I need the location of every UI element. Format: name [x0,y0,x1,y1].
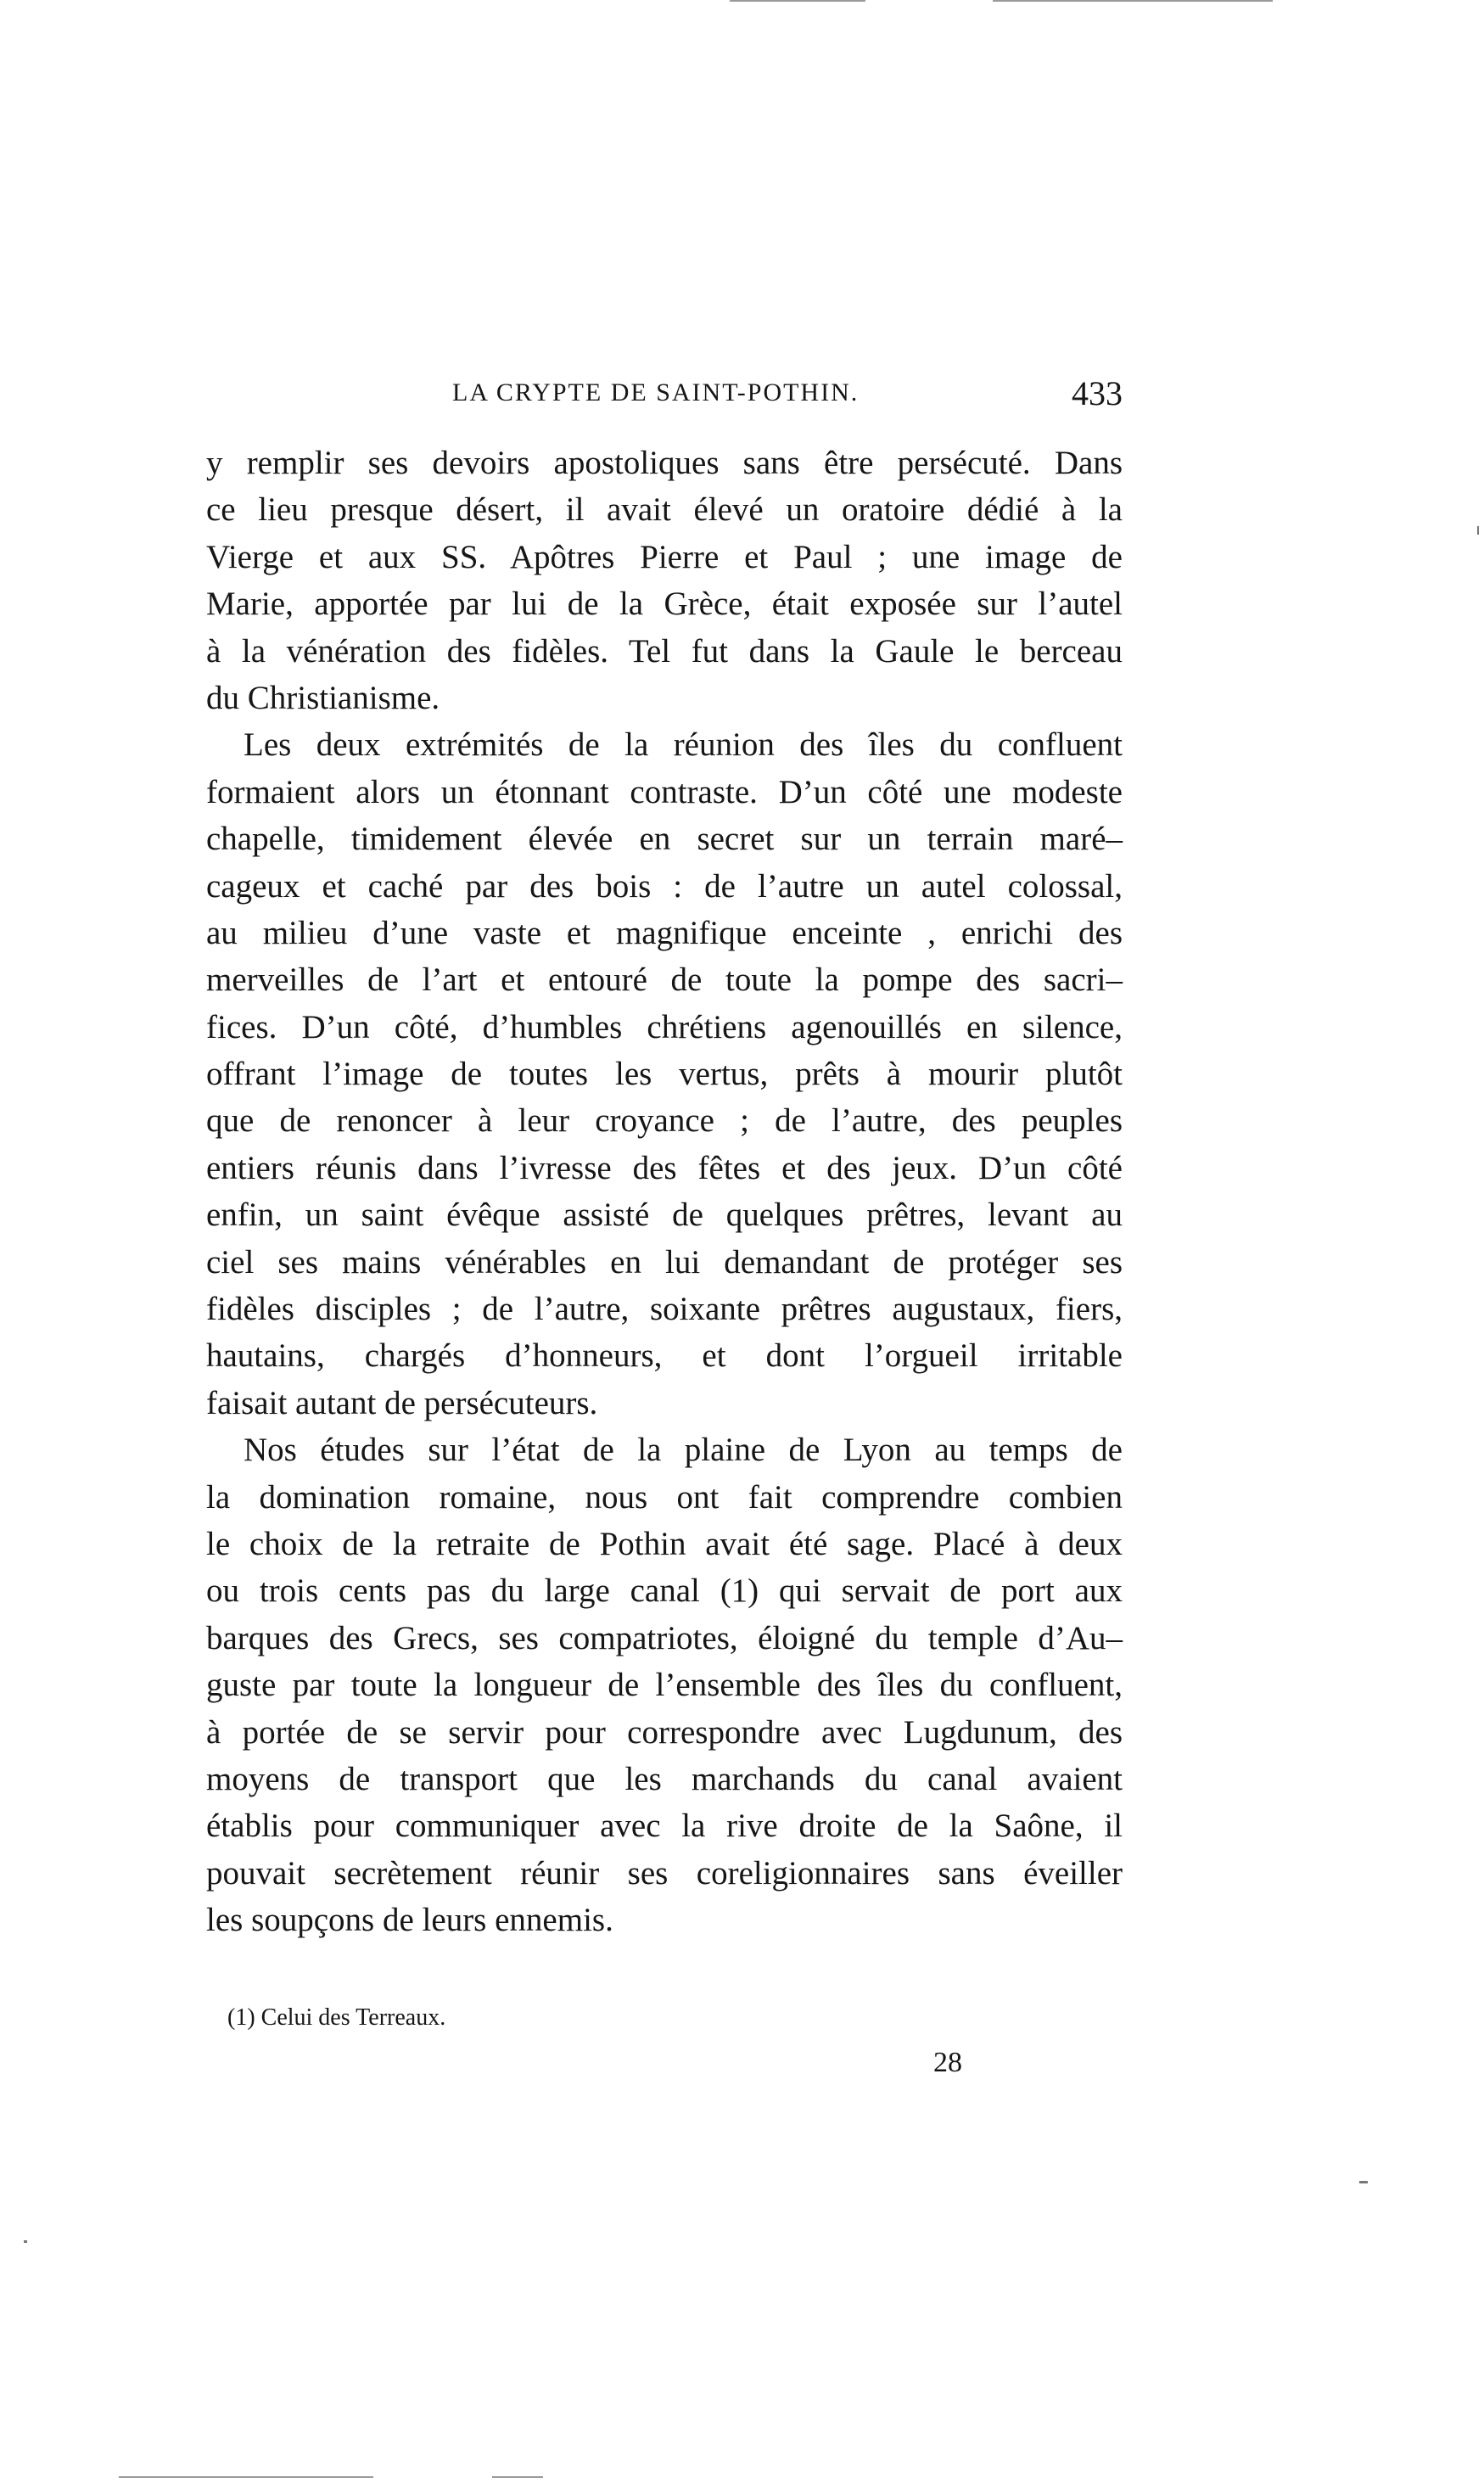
text-line: offrant l’image de toutes les vertus, prêts à mourir plutôt [206,1056,1123,1093]
page-number: 433 [1072,374,1123,412]
text-line: Nos études sur l’état de la plaine de Lyon au temps de [244,1432,1123,1469]
text-line: moyens de transport que les marchands du canal avaient [206,1760,1123,1797]
text-line: fices. D’un côté, d’humbles chrétiens agenouillés en silence, [206,1008,1123,1045]
text-line: à la vénération des fidèles. Tel fut dans la Gaule le berceau [206,632,1123,670]
text-line: ce lieu presque désert, il avait élevé un oratoire dédié à la [206,491,1123,529]
signature-mark: 28 [933,2047,962,2078]
text-line: le choix de la retraite de Pothin avait été sage. Placé à deux [206,1525,1123,1562]
page-header [206,373,1123,424]
text-line: ciel ses mains vénérables en lui demandant de protéger ses [206,1243,1123,1281]
text-line: faisait autant de persécuteurs. [206,1384,598,1421]
scan-speck [1477,526,1479,535]
text-line: au milieu d’une vaste et magnifique enceinte , enrichi des [206,914,1123,951]
text-line: Vierge et aux SS. Apôtres Pierre et Paul ; une image de [206,538,1123,575]
top-edge-rule [730,0,865,2]
text-line: y remplir ses devoirs apostoliques sans être persécuté. Dans [206,445,1123,481]
bottom-edge-rule [119,2476,373,2478]
top-edge-rule-right [993,0,1273,2]
scan-speck [1359,2181,1368,2183]
scan-speck [24,2240,27,2243]
text-line: les soupçons de leurs ennemis. [206,1902,613,1939]
text-line: chapelle, timidement élevée en secret sur un terrain maré– [206,821,1123,858]
text-line: établis pour communiquer avec la rive droite de la Saône, il [206,1808,1123,1845]
text-line: Marie, apportée par lui de la Grèce, était exposée sur l’autel [206,586,1123,623]
footnote: (1) Celui des Terreaux. [227,2004,446,2031]
text-line: entiers réunis dans l’ivresse des fêtes et des jeux. D’un côté [206,1149,1123,1186]
text-line: barques des Grecs, ses compatriotes, éloigné du temple d’Au– [206,1619,1123,1656]
running-title: LA CRYPTE DE SAINT-POTHIN. [452,378,860,406]
text-line: Les deux extrémités de la réunion des îles du confluent [244,726,1123,764]
text-line: hautains, chargés d’honneurs, et dont l’orgueil irritable [206,1337,1123,1375]
text-line: que de renoncer à leur croyance ; de l’autre, des peuples [206,1102,1123,1140]
text-line: merveilles de l’art et entouré de toute la pompe des sacri– [206,961,1123,999]
text-line: formaient alors un étonnant contraste. D’un côté une modeste [206,773,1123,810]
text-line: ou trois cents pas du large canal (1) qui servait de port aux [206,1572,1123,1610]
text-line: enfin, un saint évêque assisté de quelques prêtres, levant au [206,1197,1123,1234]
text-line: pouvait secrètement réunir ses coreligionnaires sans éveiller [206,1854,1123,1892]
text-line: la domination romaine, nous ont fait comprendre combien [206,1478,1123,1516]
body-text [206,440,1123,1944]
text-line: fidèles disciples ; de l’autre, soixante prêtres augustaux, fiers, [206,1291,1123,1328]
text-line: à portée de se servir pour correspondre avec Lugdunum, des [206,1713,1123,1751]
bottom-edge-rule-right [492,2476,543,2478]
text-line: cageux et caché par des bois : de l’autre un autel colossal, [206,867,1123,905]
text-line: guste par toute la longueur de l’ensemble des îles du confluent, [206,1667,1123,1704]
text-line: du Christianisme. [206,679,440,716]
